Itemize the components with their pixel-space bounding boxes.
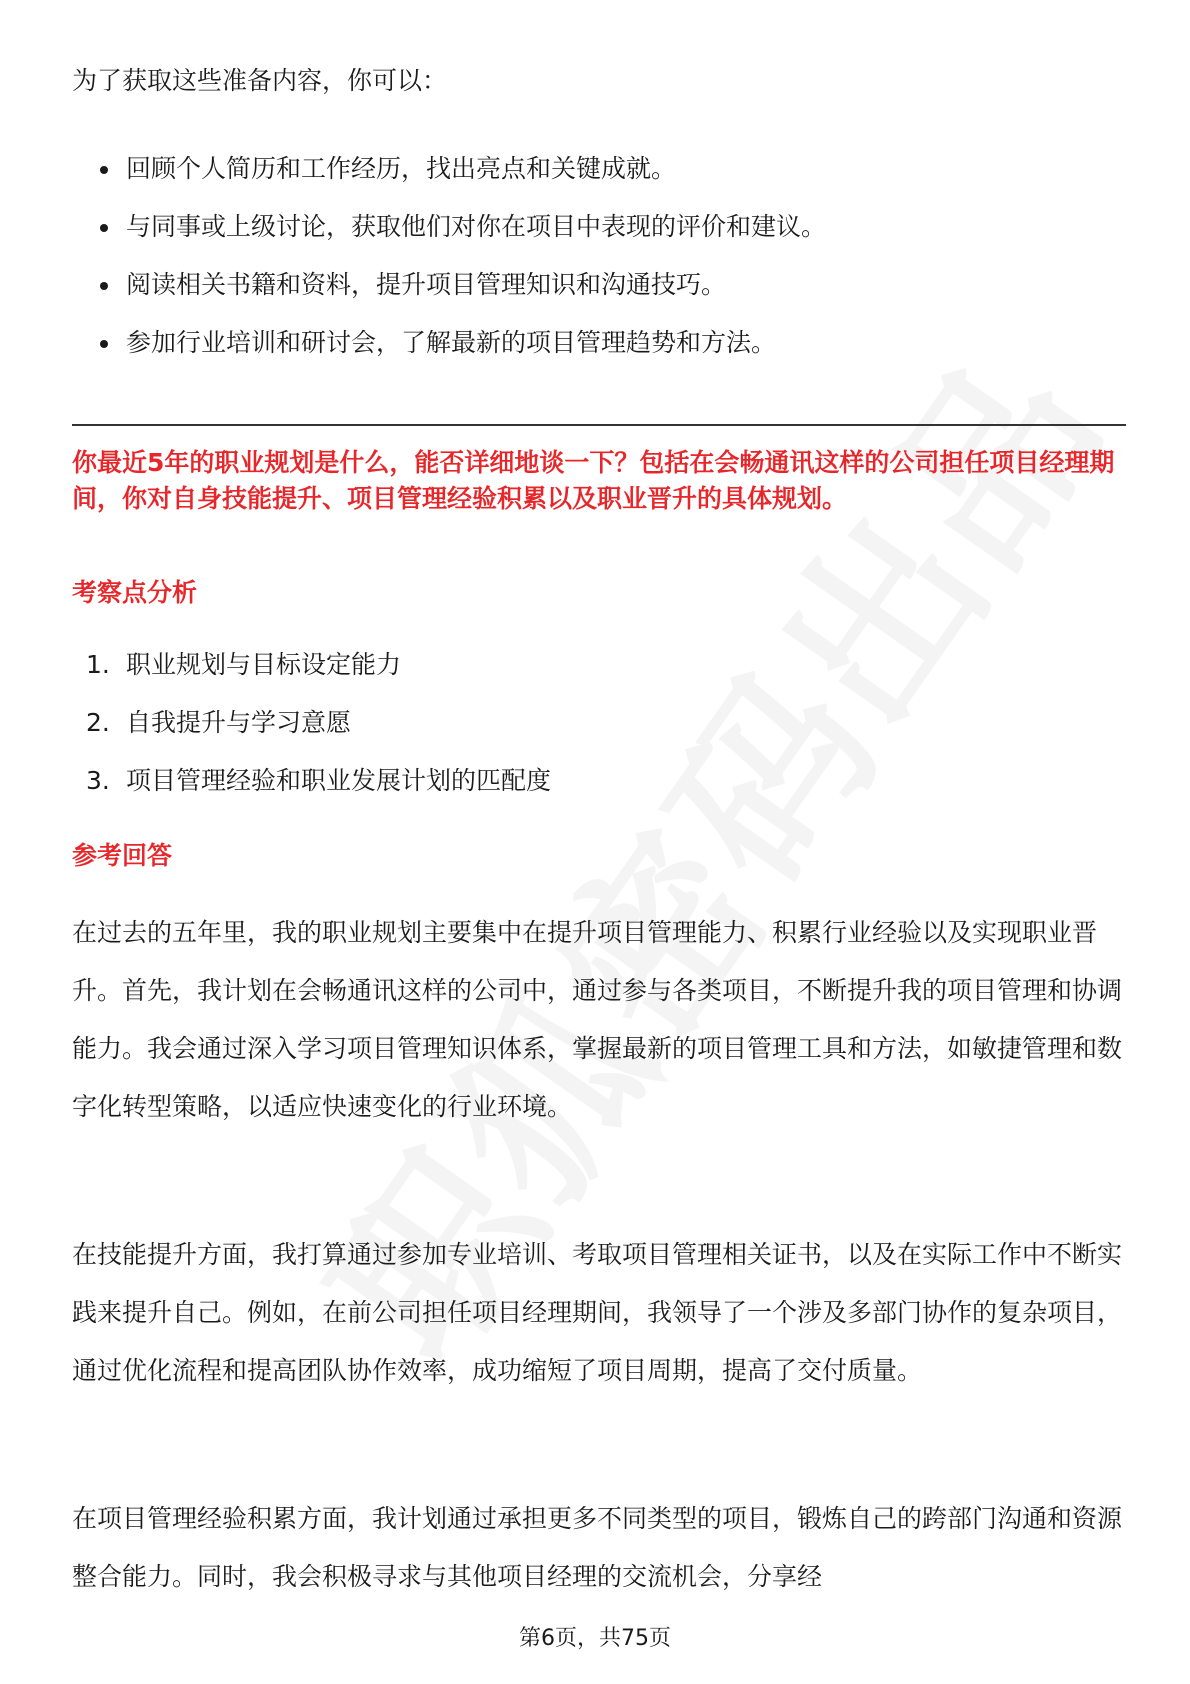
answer-paragraph: 在项目管理经验积累方面，我计划通过承担更多不同类型的项目，锻炼自己的跨部门沟通和资源整合能力。同时，我会积极寻求与其他项目经理的交流机会，分享经 xyxy=(72,1504,1123,1591)
bullet-dot xyxy=(100,166,108,174)
analysis-item xyxy=(72,646,551,684)
bullet-item xyxy=(72,266,826,304)
bullet-text: 阅读相关书籍和资料，提升项目管理知识和沟通技巧。 xyxy=(126,270,727,299)
analysis-heading: 考察点分析 xyxy=(72,578,198,607)
bullet-text: 与同事或上级讨论，获取他们对你在项目中表现的评价和建议。 xyxy=(126,212,827,241)
bullet-item xyxy=(72,208,826,246)
page-footer: 第6页，共75页 xyxy=(519,1626,671,1651)
bullet-item xyxy=(72,324,826,362)
intro-text: 为了获取这些准备内容，你可以： xyxy=(72,66,448,95)
analysis-item xyxy=(72,762,551,800)
analysis-list xyxy=(72,646,551,820)
bullet-text: 回顾个人简历和工作经历，找出亮点和关键成就。 xyxy=(126,154,677,183)
question-heading: 你最近5年的职业规划是什么，能否详细地谈一下？包括在会畅通讯这样的公司担任项目经理期间，你对自身技能提升、项目管理经验积累以及职业晋升的具体规划。 xyxy=(72,448,1115,513)
item-text: 自我提升与学习意愿 xyxy=(126,708,352,737)
bullet-dot xyxy=(100,340,108,348)
bullet-dot xyxy=(100,224,108,232)
item-number: 2. xyxy=(86,708,110,737)
section-divider xyxy=(72,424,1126,426)
item-text: 职业规划与目标设定能力 xyxy=(126,650,402,679)
answer-paragraph: 在过去的五年里，我的职业规划主要集中在提升项目管理能力、积累行业经验以及实现职业晋升。首先，我计划在会畅通讯这样的公司中，通过参与各类项目，不断提升我的项目管理和协调能力。我会通过深入学习项目管理知识体系，掌握最新的项目管理工具和方法，如敏捷管理和数字化转型策略，以适应快速变化的行业环境。 xyxy=(72,918,1123,1121)
answer-heading: 参考回答 xyxy=(72,841,173,870)
item-number: 1. xyxy=(86,650,110,679)
bullet-list xyxy=(72,150,826,382)
answer-paragraph: 在技能提升方面，我打算通过参加专业培训、考取项目管理相关证书，以及在实际工作中不断实践来提升自己。例如，在前公司担任项目经理期间，我领导了一个涉及多部门协作的复杂项目，通过优化流程和提高团队协作效率，成功缩短了项目周期，提高了交付质量。 xyxy=(72,1240,1123,1385)
analysis-item xyxy=(72,704,551,742)
bullet-item xyxy=(72,150,826,188)
item-text: 项目管理经验和职业发展计划的匹配度 xyxy=(126,766,552,795)
item-number: 3. xyxy=(86,766,110,795)
bullet-dot xyxy=(100,282,108,290)
bullet-text: 参加行业培训和研讨会，了解最新的项目管理趋势和方法。 xyxy=(126,328,777,357)
